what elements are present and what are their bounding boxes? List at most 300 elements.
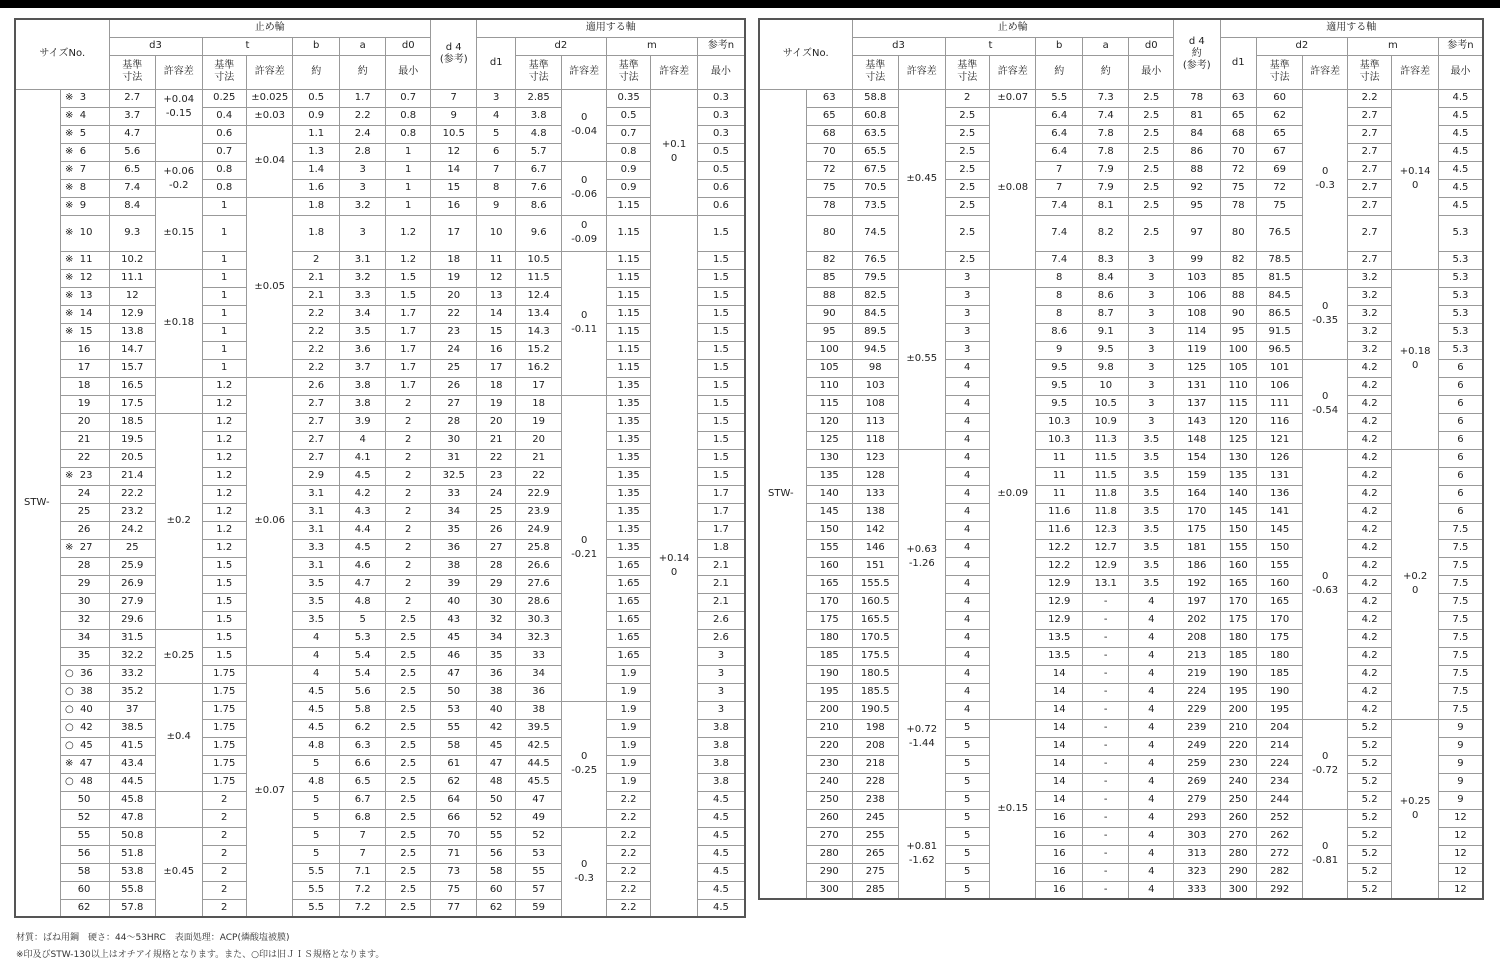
- size-no: 190: [807, 665, 852, 683]
- m-std: 4.2: [1347, 521, 1391, 539]
- t-tolerance: ±0.08: [989, 107, 1036, 269]
- a-approx: -: [1082, 665, 1129, 683]
- d3-std: 23.2: [109, 503, 156, 521]
- table-row: [759, 629, 1483, 647]
- d4-ref: 32.5: [430, 467, 477, 485]
- table-row: [15, 575, 745, 593]
- d2-tolerance: 0 -0.04: [562, 89, 606, 161]
- d1-shaft: 45: [477, 737, 515, 755]
- a-approx: 8.6: [1082, 287, 1129, 305]
- a-approx: -: [1082, 881, 1129, 899]
- d3-std: 8.4: [109, 197, 156, 215]
- m-std: 4.2: [1347, 683, 1391, 701]
- d4-ref: 70: [430, 827, 477, 845]
- d3-std: 38.5: [109, 719, 156, 737]
- m-std: 0.5: [606, 107, 650, 125]
- d4-ref: 259: [1174, 755, 1221, 773]
- b-approx: 16: [1036, 863, 1083, 881]
- d4-ref: 186: [1174, 557, 1221, 575]
- a-approx: 8.2: [1082, 215, 1129, 251]
- d2-std: 24.9: [515, 521, 562, 539]
- ref-n-min: 2.6: [697, 629, 745, 647]
- d3-std: 26.9: [109, 575, 156, 593]
- m-std: 2.2: [606, 845, 650, 863]
- m-std: 1.9: [606, 701, 650, 719]
- d1-shaft: 22: [477, 449, 515, 467]
- table-row: [15, 863, 745, 881]
- a-approx: 5.4: [339, 665, 386, 683]
- m-std: 1.9: [606, 719, 650, 737]
- table-row: [15, 287, 745, 305]
- d0-min: 4: [1129, 773, 1174, 791]
- b-approx: 9: [1036, 341, 1083, 359]
- a-approx: 9.5: [1082, 341, 1129, 359]
- m-std: 5.2: [1347, 791, 1391, 809]
- ref-n-min: 1.5: [697, 251, 745, 269]
- t-std: 1.5: [202, 557, 246, 575]
- table-row: [15, 467, 745, 485]
- d3-tolerance: +0.06 -0.2: [156, 161, 203, 197]
- d1-shaft: 14: [477, 305, 515, 323]
- ref-n-min: 2.6: [697, 611, 745, 629]
- b-approx: 11.6: [1036, 503, 1083, 521]
- t-std: 2: [202, 791, 246, 809]
- b-approx: 5: [293, 809, 340, 827]
- d0-min: 3: [1129, 395, 1174, 413]
- t-std: 1.75: [202, 719, 246, 737]
- ref-n-min: 9: [1438, 791, 1483, 809]
- d1-shaft: 30: [477, 593, 515, 611]
- d2-std: 10.5: [515, 251, 562, 269]
- t-std: 1: [202, 287, 246, 305]
- table-row: [759, 755, 1483, 773]
- b-approx: 4.5: [293, 719, 340, 737]
- d4-ref: 28: [430, 413, 477, 431]
- d2-std: 150: [1256, 539, 1303, 557]
- size-no: 16: [60, 341, 109, 359]
- d0-min: 1.7: [386, 377, 431, 395]
- d3-std: 22.2: [109, 485, 156, 503]
- m-std: 4.2: [1347, 413, 1391, 431]
- d3-std: 89.5: [852, 323, 899, 341]
- d3-std: 29.6: [109, 611, 156, 629]
- m-std: 3.2: [1347, 341, 1391, 359]
- a-approx: 2.8: [339, 143, 386, 161]
- table-row: [15, 305, 745, 323]
- table-row: [759, 197, 1483, 215]
- b-approx: 2.7: [293, 413, 340, 431]
- m-std: 1.9: [606, 665, 650, 683]
- m-std: 5.2: [1347, 773, 1391, 791]
- d1-shaft: 85: [1220, 269, 1256, 287]
- header-d0: d0: [1129, 37, 1174, 55]
- table-row: [15, 143, 745, 161]
- a-approx: 4.5: [339, 467, 386, 485]
- m-std: 1.35: [606, 467, 650, 485]
- d3-tolerance: +0.72 -1.44: [899, 665, 946, 809]
- d3-std: 98: [852, 359, 899, 377]
- d4-ref: 131: [1174, 377, 1221, 395]
- d0-min: 2.5: [1129, 143, 1174, 161]
- b-approx: 14: [1036, 701, 1083, 719]
- table-row: [15, 485, 745, 503]
- d3-std: 21.4: [109, 467, 156, 485]
- d4-ref: 323: [1174, 863, 1221, 881]
- d3-std: 37: [109, 701, 156, 719]
- a-approx: 3.9: [339, 413, 386, 431]
- size-no: 135: [807, 467, 852, 485]
- d1-shaft: 29: [477, 575, 515, 593]
- t-std: 1: [202, 305, 246, 323]
- d1-shaft: 35: [477, 647, 515, 665]
- d3-std: 15.7: [109, 359, 156, 377]
- table-row: [759, 413, 1483, 431]
- ref-n-min: 4.5: [697, 899, 745, 917]
- m-std: 2.2: [606, 809, 650, 827]
- ref-n-min: 2.1: [697, 557, 745, 575]
- a-approx: 6.5: [339, 773, 386, 791]
- d3-std: 4.7: [109, 125, 156, 143]
- d1-shaft: 240: [1220, 773, 1256, 791]
- t-std: 4: [945, 539, 989, 557]
- b-approx: 3.5: [293, 575, 340, 593]
- a-approx: 6.8: [339, 809, 386, 827]
- a-approx: 11.3: [1082, 431, 1129, 449]
- size-no: ※ 4: [60, 107, 109, 125]
- b-approx: 2.7: [293, 449, 340, 467]
- d2-std: 32.3: [515, 629, 562, 647]
- b-approx: 3.3: [293, 539, 340, 557]
- size-no: 68: [807, 125, 852, 143]
- d4-ref: 333: [1174, 881, 1221, 899]
- b-approx: 10.3: [1036, 413, 1083, 431]
- size-no: ○ 38: [60, 683, 109, 701]
- header-d3-tol: 許容差: [156, 55, 203, 89]
- ref-n-min: 3.8: [697, 737, 745, 755]
- d0-min: 1.2: [386, 251, 431, 269]
- size-no: 82: [807, 251, 852, 269]
- b-approx: 14: [1036, 755, 1083, 773]
- ref-n-min: 4.5: [1438, 161, 1483, 179]
- d2-std: 17: [515, 377, 562, 395]
- a-approx: 3.8: [339, 377, 386, 395]
- d3-std: 160.5: [852, 593, 899, 611]
- d4-ref: 12: [430, 143, 477, 161]
- ref-n-min: 4.5: [697, 809, 745, 827]
- a-approx: -: [1082, 683, 1129, 701]
- d2-std: 155: [1256, 557, 1303, 575]
- d1-shaft: 125: [1220, 431, 1256, 449]
- size-no: 115: [807, 395, 852, 413]
- d0-min: 2: [386, 539, 431, 557]
- d2-std: 96.5: [1256, 341, 1303, 359]
- d4-ref: 175: [1174, 521, 1221, 539]
- a-approx: 5.4: [339, 647, 386, 665]
- m-std: 1.35: [606, 503, 650, 521]
- table-row: [759, 593, 1483, 611]
- size-no: 62: [60, 899, 109, 917]
- d3-std: 67.5: [852, 161, 899, 179]
- ref-n-min: 9: [1438, 773, 1483, 791]
- d3-std: 3.7: [109, 107, 156, 125]
- b-approx: 5.5: [293, 881, 340, 899]
- b-approx: 5: [293, 791, 340, 809]
- t-std: 4: [945, 395, 989, 413]
- ref-n-min: 6: [1438, 467, 1483, 485]
- size-no: 120: [807, 413, 852, 431]
- d2-std: 36: [515, 683, 562, 701]
- t-std: 0.4: [202, 107, 246, 125]
- a-approx: 3.2: [339, 269, 386, 287]
- d4-ref: 58: [430, 737, 477, 755]
- d4-ref: 43: [430, 611, 477, 629]
- b-approx: 2.1: [293, 287, 340, 305]
- d3-std: 190.5: [852, 701, 899, 719]
- table-row: [15, 269, 745, 287]
- a-approx: 3.5: [339, 323, 386, 341]
- ref-n-min: 1.5: [697, 449, 745, 467]
- b-approx: 11: [1036, 485, 1083, 503]
- d4-ref: 239: [1174, 719, 1221, 737]
- b-approx: 11: [1036, 449, 1083, 467]
- a-approx: 7.9: [1082, 179, 1129, 197]
- d1-shaft: 25: [477, 503, 515, 521]
- spec-table-right: [758, 18, 1484, 900]
- ref-n-min: 9: [1438, 755, 1483, 773]
- m-std: 2.7: [1347, 215, 1391, 251]
- d3-tolerance: ±0.55: [899, 269, 946, 449]
- a-approx: -: [1082, 719, 1129, 737]
- d0-min: 4: [1129, 791, 1174, 809]
- d3-std: 9.3: [109, 215, 156, 251]
- ref-n-min: 5.3: [1438, 323, 1483, 341]
- ref-n-min: 6: [1438, 449, 1483, 467]
- d3-tolerance: [156, 377, 203, 413]
- table-row: [15, 179, 745, 197]
- m-std: 2.2: [606, 827, 650, 845]
- size-no: 200: [807, 701, 852, 719]
- d4-ref: 18: [430, 251, 477, 269]
- d0-min: 2.5: [1129, 179, 1174, 197]
- m-std: 2.7: [1347, 161, 1391, 179]
- header-b: b: [293, 37, 340, 55]
- d1-shaft: 110: [1220, 377, 1256, 395]
- d1-shaft: 63: [1220, 89, 1256, 107]
- d0-min: 1.7: [386, 359, 431, 377]
- b-approx: 4.8: [293, 737, 340, 755]
- d1-shaft: 18: [477, 377, 515, 395]
- d1-shaft: 4: [477, 107, 515, 125]
- table-row: [15, 593, 745, 611]
- d2-std: 13.4: [515, 305, 562, 323]
- d3-std: 43.4: [109, 755, 156, 773]
- d2-tolerance: 0 -0.21: [562, 395, 606, 701]
- d3-std: 47.8: [109, 809, 156, 827]
- d2-std: 49: [515, 809, 562, 827]
- size-no: 250: [807, 791, 852, 809]
- m-std: 0.9: [606, 161, 650, 179]
- size-no: 60: [60, 881, 109, 899]
- b-approx: 5.5: [293, 863, 340, 881]
- ref-n-min: 1.5: [697, 269, 745, 287]
- a-approx: 13.1: [1082, 575, 1129, 593]
- a-approx: 4.4: [339, 521, 386, 539]
- t-tolerance: ±0.05: [246, 197, 293, 377]
- d4-ref: 22: [430, 305, 477, 323]
- d1-shaft: 21: [477, 431, 515, 449]
- size-no: 18: [60, 377, 109, 395]
- size-no: 35: [60, 647, 109, 665]
- header-m-std: 基準 寸法: [606, 55, 650, 89]
- header-d2: d2: [515, 37, 606, 55]
- size-no: 75: [807, 179, 852, 197]
- d4-ref: 9: [430, 107, 477, 125]
- d2-std: 121: [1256, 431, 1303, 449]
- d2-std: 86.5: [1256, 305, 1303, 323]
- d2-std: 262: [1256, 827, 1303, 845]
- size-no: 88: [807, 287, 852, 305]
- ref-n-min: 1.5: [697, 413, 745, 431]
- a-approx: 10: [1082, 377, 1129, 395]
- ref-n-min: 6: [1438, 503, 1483, 521]
- ref-n-min: 12: [1438, 827, 1483, 845]
- d4-ref: 62: [430, 773, 477, 791]
- a-approx: 7.8: [1082, 125, 1129, 143]
- d2-std: 282: [1256, 863, 1303, 881]
- d1-shaft: 250: [1220, 791, 1256, 809]
- d0-min: 4: [1129, 755, 1174, 773]
- ref-n-min: 1.5: [697, 341, 745, 359]
- d4-ref: 47: [430, 665, 477, 683]
- d2-tolerance: 0 -0.11: [562, 251, 606, 395]
- d1-shaft: 140: [1220, 485, 1256, 503]
- m-tolerance: +0.1 0: [651, 89, 698, 215]
- ref-n-min: 1.5: [697, 395, 745, 413]
- ref-n-min: 5.3: [1438, 341, 1483, 359]
- d0-min: 4: [1129, 881, 1174, 899]
- d1-shaft: 28: [477, 557, 515, 575]
- d3-std: 60.8: [852, 107, 899, 125]
- d1-shaft: 27: [477, 539, 515, 557]
- header-applicable-shaft: 適用する軸: [477, 19, 745, 37]
- table-row: [759, 881, 1483, 899]
- d2-std: 26.6: [515, 557, 562, 575]
- d2-tolerance: 0 -0.63: [1303, 449, 1347, 719]
- header-d3: d3: [109, 37, 202, 55]
- d2-std: 131: [1256, 467, 1303, 485]
- b-approx: 12.9: [1036, 593, 1083, 611]
- a-approx: 1.7: [339, 89, 386, 107]
- size-no: 195: [807, 683, 852, 701]
- d1-shaft: 260: [1220, 809, 1256, 827]
- header-a-approx: 約: [339, 55, 386, 89]
- d3-std: 82.5: [852, 287, 899, 305]
- d4-ref: 75: [430, 881, 477, 899]
- header-retaining-ring: 止め輪: [852, 19, 1174, 37]
- d2-std: 14.3: [515, 323, 562, 341]
- d2-std: 111: [1256, 395, 1303, 413]
- m-std: 3.2: [1347, 287, 1391, 305]
- d1-shaft: 300: [1220, 881, 1256, 899]
- d2-std: 252: [1256, 809, 1303, 827]
- t-std: 5: [945, 809, 989, 827]
- b-approx: 4.5: [293, 701, 340, 719]
- header-n-min: 最小: [697, 55, 745, 89]
- d2-std: 5.7: [515, 143, 562, 161]
- b-approx: 2.2: [293, 305, 340, 323]
- d4-ref: 34: [430, 503, 477, 521]
- m-std: 1.15: [606, 305, 650, 323]
- d0-min: 0.8: [386, 107, 431, 125]
- m-tolerance: +0.14 0: [651, 215, 698, 917]
- d0-min: 2.5: [386, 611, 431, 629]
- table-row: [759, 683, 1483, 701]
- t-std: 1: [202, 323, 246, 341]
- t-std: 2.5: [945, 125, 989, 143]
- ref-n-min: 0.6: [697, 179, 745, 197]
- header-t: t: [945, 37, 1036, 55]
- size-no: 125: [807, 431, 852, 449]
- d0-min: 3: [1129, 287, 1174, 305]
- t-tolerance: ±0.15: [989, 719, 1036, 899]
- size-no: 290: [807, 863, 852, 881]
- d4-ref: 202: [1174, 611, 1221, 629]
- a-approx: 10.9: [1082, 413, 1129, 431]
- ref-n-min: 7.5: [1438, 665, 1483, 683]
- d1-shaft: 19: [477, 395, 515, 413]
- a-approx: 8.1: [1082, 197, 1129, 215]
- m-std: 4.2: [1347, 593, 1391, 611]
- m-std: 1.35: [606, 521, 650, 539]
- ref-n-min: 5.3: [1438, 251, 1483, 269]
- m-std: 1.65: [606, 575, 650, 593]
- table-row: [15, 503, 745, 521]
- size-no: 25: [60, 503, 109, 521]
- table-row: [15, 449, 745, 467]
- header-a: a: [339, 37, 386, 55]
- size-no: 85: [807, 269, 852, 287]
- table-row: [15, 881, 745, 899]
- d3-std: 58.8: [852, 89, 899, 107]
- d2-std: 34: [515, 665, 562, 683]
- d2-std: 47: [515, 791, 562, 809]
- table-row: [15, 89, 745, 107]
- d0-min: 0.7: [386, 89, 431, 107]
- d4-ref: 53: [430, 701, 477, 719]
- d1-shaft: 115: [1220, 395, 1256, 413]
- ref-n-min: 4.5: [697, 881, 745, 899]
- d3-std: 17.5: [109, 395, 156, 413]
- size-no: ※ 6: [60, 143, 109, 161]
- b-approx: 13.5: [1036, 629, 1083, 647]
- d3-std: 65.5: [852, 143, 899, 161]
- d0-min: 3.5: [1129, 557, 1174, 575]
- a-approx: 4.7: [339, 575, 386, 593]
- m-std: 2.2: [606, 863, 650, 881]
- header-b-approx: 約: [1036, 55, 1083, 89]
- size-no: 58: [60, 863, 109, 881]
- d1-shaft: 82: [1220, 251, 1256, 269]
- d4-ref: 15: [430, 179, 477, 197]
- d2-std: 72: [1256, 179, 1303, 197]
- t-std: 1.5: [202, 593, 246, 611]
- a-approx: 7: [339, 845, 386, 863]
- b-approx: 2.2: [293, 323, 340, 341]
- d4-ref: 61: [430, 755, 477, 773]
- d3-tolerance: +0.04 -0.15: [156, 89, 203, 125]
- d2-std: 6.7: [515, 161, 562, 179]
- b-approx: 4.8: [293, 773, 340, 791]
